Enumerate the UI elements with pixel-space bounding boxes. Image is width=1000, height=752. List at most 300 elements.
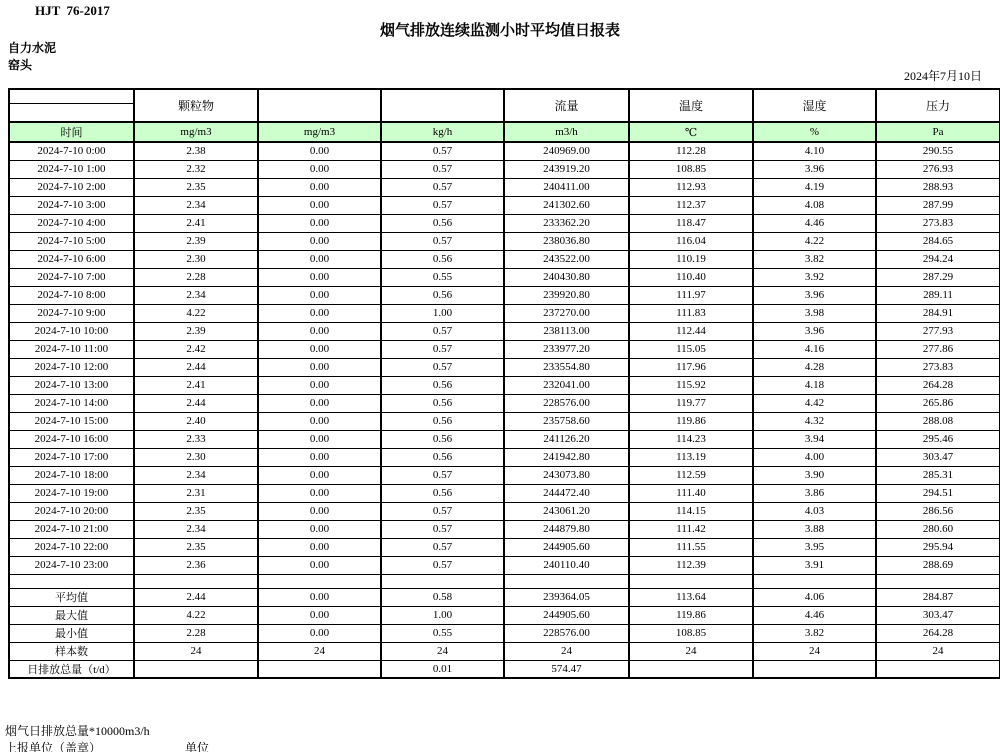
value-cell: 0.56 — [381, 430, 504, 448]
value-cell: 0.00 — [258, 538, 381, 556]
corner-cell-bottom — [9, 103, 134, 122]
value-cell: 0.00 — [258, 448, 381, 466]
summary-value-cell — [753, 660, 876, 678]
value-cell: 243919.20 — [504, 160, 629, 178]
value-cell: 112.59 — [629, 466, 753, 484]
value-cell: 0.00 — [258, 520, 381, 538]
value-cell: 111.97 — [629, 286, 753, 304]
value-cell: 0.56 — [381, 286, 504, 304]
summary-value-cell — [258, 660, 381, 678]
value-cell: 2.34 — [134, 196, 258, 214]
value-cell: 110.40 — [629, 268, 753, 286]
value-cell: 3.91 — [753, 556, 876, 574]
summary-value-cell: 24 — [629, 642, 753, 660]
report-date: 2024年7月10日 — [903, 69, 982, 83]
value-cell: 4.46 — [753, 214, 876, 232]
time-cell: 2024-7-10 9:00 — [9, 304, 134, 322]
value-cell: 0.00 — [258, 556, 381, 574]
value-cell: 0.00 — [258, 430, 381, 448]
summary-value-cell: 108.85 — [629, 624, 753, 642]
summary-row — [9, 642, 1000, 660]
value-cell: 0.57 — [381, 322, 504, 340]
value-cell: 3.96 — [753, 322, 876, 340]
value-cell: 2.44 — [134, 358, 258, 376]
time-cell: 2024-7-10 3:00 — [9, 196, 134, 214]
blank-cell — [134, 574, 258, 588]
unit-mgm3-1: mg/m3 — [134, 122, 258, 142]
blank-row — [9, 574, 1000, 588]
summary-value-cell: 24 — [504, 642, 629, 660]
summary-value-cell: 24 — [876, 642, 1000, 660]
table-row — [9, 142, 1000, 160]
value-cell: 111.42 — [629, 520, 753, 538]
table-row — [9, 250, 1000, 268]
unit-header-row — [9, 122, 1000, 142]
value-cell: 111.55 — [629, 538, 753, 556]
value-cell: 0.00 — [258, 412, 381, 430]
table-row — [9, 376, 1000, 394]
blank-cell — [876, 574, 1000, 588]
value-cell: 3.96 — [753, 286, 876, 304]
value-cell: 0.56 — [381, 484, 504, 502]
col-header-flow: 流量 — [504, 89, 629, 122]
value-cell: 1.00 — [381, 304, 504, 322]
value-cell: 0.00 — [258, 466, 381, 484]
value-cell: 0.00 — [258, 286, 381, 304]
value-cell: 115.92 — [629, 376, 753, 394]
value-cell: 115.05 — [629, 340, 753, 358]
value-cell: 0.00 — [258, 358, 381, 376]
value-cell: 112.28 — [629, 142, 753, 160]
value-cell: 264.28 — [876, 376, 1000, 394]
value-cell: 4.22 — [753, 232, 876, 250]
table-row — [9, 466, 1000, 484]
value-cell: 241942.80 — [504, 448, 629, 466]
summary-value-cell — [876, 660, 1000, 678]
summary-row — [9, 588, 1000, 606]
value-cell: 2.35 — [134, 178, 258, 196]
summary-value-cell: 113.64 — [629, 588, 753, 606]
value-cell: 2.36 — [134, 556, 258, 574]
value-cell: 0.57 — [381, 196, 504, 214]
col-header-pressure: 压力 — [876, 89, 1000, 122]
value-cell: 113.19 — [629, 448, 753, 466]
value-cell: 4.03 — [753, 502, 876, 520]
value-cell: 2.42 — [134, 340, 258, 358]
value-cell: 2.28 — [134, 268, 258, 286]
report-table-body — [9, 142, 1000, 678]
summary-value-cell: 24 — [753, 642, 876, 660]
summary-value-cell: 0.00 — [258, 624, 381, 642]
value-cell: 273.83 — [876, 358, 1000, 376]
value-cell: 243073.80 — [504, 466, 629, 484]
time-cell: 2024-7-10 10:00 — [9, 322, 134, 340]
value-cell: 243522.00 — [504, 250, 629, 268]
value-cell: 4.10 — [753, 142, 876, 160]
value-cell: 295.46 — [876, 430, 1000, 448]
value-cell: 240430.80 — [504, 268, 629, 286]
unit-kgh: kg/h — [381, 122, 504, 142]
report-unit-label: 上报单位（盖章） — [5, 741, 102, 752]
value-cell: 0.00 — [258, 322, 381, 340]
value-cell: 117.96 — [629, 358, 753, 376]
value-cell: 0.56 — [381, 250, 504, 268]
value-cell: 228576.00 — [504, 394, 629, 412]
table-row — [9, 520, 1000, 538]
table-row — [9, 502, 1000, 520]
value-cell: 0.00 — [258, 304, 381, 322]
time-cell: 2024-7-10 6:00 — [9, 250, 134, 268]
value-cell: 4.18 — [753, 376, 876, 394]
value-cell: 2.39 — [134, 232, 258, 250]
value-cell: 2.32 — [134, 160, 258, 178]
value-cell: 233362.20 — [504, 214, 629, 232]
col-header-humidity: 湿度 — [753, 89, 876, 122]
value-cell: 119.77 — [629, 394, 753, 412]
value-cell: 2.30 — [134, 250, 258, 268]
value-cell: 0.57 — [381, 160, 504, 178]
value-cell: 0.57 — [381, 556, 504, 574]
summary-value-cell: 119.86 — [629, 606, 753, 624]
value-cell: 0.56 — [381, 448, 504, 466]
value-cell: 3.96 — [753, 160, 876, 178]
time-cell: 2024-7-10 4:00 — [9, 214, 134, 232]
value-cell: 3.88 — [753, 520, 876, 538]
value-cell: 2.34 — [134, 520, 258, 538]
value-cell: 295.94 — [876, 538, 1000, 556]
value-cell: 286.56 — [876, 502, 1000, 520]
value-cell: 0.57 — [381, 232, 504, 250]
value-cell: 2.34 — [134, 466, 258, 484]
value-cell: 2.41 — [134, 214, 258, 232]
time-cell: 2024-7-10 13:00 — [9, 376, 134, 394]
time-cell: 2024-7-10 22:00 — [9, 538, 134, 556]
value-cell: 116.04 — [629, 232, 753, 250]
value-cell: 114.23 — [629, 430, 753, 448]
table-row — [9, 340, 1000, 358]
value-cell: 244905.60 — [504, 538, 629, 556]
value-cell: 4.08 — [753, 196, 876, 214]
value-cell: 243061.20 — [504, 502, 629, 520]
value-cell: 114.15 — [629, 502, 753, 520]
value-cell: 2.38 — [134, 142, 258, 160]
time-cell: 2024-7-10 11:00 — [9, 340, 134, 358]
value-cell: 2.39 — [134, 322, 258, 340]
value-cell: 3.95 — [753, 538, 876, 556]
time-header: 时间 — [9, 122, 134, 142]
summary-value-cell: 0.00 — [258, 588, 381, 606]
value-cell: 0.56 — [381, 214, 504, 232]
table-row — [9, 394, 1000, 412]
value-cell: 238036.80 — [504, 232, 629, 250]
summary-value-cell: 303.47 — [876, 606, 1000, 624]
summary-row — [9, 624, 1000, 642]
value-cell: 280.60 — [876, 520, 1000, 538]
table-row — [9, 430, 1000, 448]
table-row — [9, 160, 1000, 178]
summary-value-cell: 3.82 — [753, 624, 876, 642]
value-cell: 3.90 — [753, 466, 876, 484]
company-name: 自力水泥 — [8, 41, 57, 55]
summary-value-cell: 574.47 — [504, 660, 629, 678]
time-cell: 2024-7-10 0:00 — [9, 142, 134, 160]
value-cell: 233554.80 — [504, 358, 629, 376]
value-cell: 244472.40 — [504, 484, 629, 502]
value-cell: 118.47 — [629, 214, 753, 232]
col-header-blank-2 — [381, 89, 504, 122]
summary-value-cell — [134, 660, 258, 678]
table-row — [9, 196, 1000, 214]
value-cell: 0.57 — [381, 178, 504, 196]
summary-value-cell: 228576.00 — [504, 624, 629, 642]
table-row — [9, 484, 1000, 502]
summary-value-cell: 0.00 — [258, 606, 381, 624]
value-cell: 112.93 — [629, 178, 753, 196]
value-cell: 288.08 — [876, 412, 1000, 430]
value-cell: 0.56 — [381, 412, 504, 430]
value-cell: 4.42 — [753, 394, 876, 412]
unit-m3h: m3/h — [504, 122, 629, 142]
time-cell: 2024-7-10 21:00 — [9, 520, 134, 538]
value-cell: 0.55 — [381, 268, 504, 286]
time-cell: 2024-7-10 1:00 — [9, 160, 134, 178]
corner-cell-top — [9, 89, 134, 103]
summary-value-cell — [629, 660, 753, 678]
value-cell: 235758.60 — [504, 412, 629, 430]
value-cell: 0.57 — [381, 466, 504, 484]
summary-value-cell: 2.44 — [134, 588, 258, 606]
summary-label: 最大值 — [9, 606, 134, 624]
summary-label: 平均值 — [9, 588, 134, 606]
table-row — [9, 322, 1000, 340]
summary-row — [9, 660, 1000, 678]
blank-cell — [258, 574, 381, 588]
value-cell: 110.19 — [629, 250, 753, 268]
value-cell: 233977.20 — [504, 340, 629, 358]
value-cell: 111.40 — [629, 484, 753, 502]
time-cell: 2024-7-10 12:00 — [9, 358, 134, 376]
value-cell: 3.94 — [753, 430, 876, 448]
value-cell: 232041.00 — [504, 376, 629, 394]
summary-value-cell: 0.01 — [381, 660, 504, 678]
table-row — [9, 214, 1000, 232]
value-cell: 0.00 — [258, 196, 381, 214]
report-table-head — [9, 89, 1000, 142]
value-cell: 294.24 — [876, 250, 1000, 268]
footnote: 烟气日排放总量*10000m3/h — [5, 724, 150, 738]
value-cell: 0.00 — [258, 394, 381, 412]
value-cell: 0.00 — [258, 502, 381, 520]
value-cell: 3.92 — [753, 268, 876, 286]
value-cell: 240411.00 — [504, 178, 629, 196]
time-cell: 2024-7-10 14:00 — [9, 394, 134, 412]
time-cell: 2024-7-10 5:00 — [9, 232, 134, 250]
unit-celsius: ℃ — [629, 122, 753, 142]
value-cell: 0.57 — [381, 520, 504, 538]
value-cell: 241302.60 — [504, 196, 629, 214]
summary-value-cell: 0.58 — [381, 588, 504, 606]
time-cell: 2024-7-10 7:00 — [9, 268, 134, 286]
report-table — [8, 88, 1000, 679]
value-cell: 4.22 — [134, 304, 258, 322]
unit-percent: % — [753, 122, 876, 142]
table-row — [9, 448, 1000, 466]
blank-cell — [504, 574, 629, 588]
value-cell: 303.47 — [876, 448, 1000, 466]
value-cell: 0.00 — [258, 178, 381, 196]
value-cell: 289.11 — [876, 286, 1000, 304]
value-cell: 0.56 — [381, 376, 504, 394]
time-cell: 2024-7-10 20:00 — [9, 502, 134, 520]
summary-value-cell: 244905.60 — [504, 606, 629, 624]
value-cell: 2.44 — [134, 394, 258, 412]
value-cell: 277.93 — [876, 322, 1000, 340]
table-row — [9, 358, 1000, 376]
summary-value-cell: 4.06 — [753, 588, 876, 606]
value-cell: 265.86 — [876, 394, 1000, 412]
unit-pa: Pa — [876, 122, 1000, 142]
time-cell: 2024-7-10 17:00 — [9, 448, 134, 466]
value-cell: 0.57 — [381, 538, 504, 556]
value-cell: 288.93 — [876, 178, 1000, 196]
summary-label: 最小值 — [9, 624, 134, 642]
value-cell: 0.00 — [258, 340, 381, 358]
value-cell: 285.31 — [876, 466, 1000, 484]
value-cell: 2.31 — [134, 484, 258, 502]
page-title: 烟气排放连续监测小时平均值日报表 — [379, 23, 620, 39]
value-cell: 4.32 — [753, 412, 876, 430]
value-cell: 4.28 — [753, 358, 876, 376]
value-cell: 2.30 — [134, 448, 258, 466]
time-cell: 2024-7-10 18:00 — [9, 466, 134, 484]
summary-label: 日排放总量（t/d） — [9, 660, 134, 678]
col-header-temperature: 温度 — [629, 89, 753, 122]
value-cell: 0.57 — [381, 502, 504, 520]
summary-value-cell: 239364.05 — [504, 588, 629, 606]
summary-value-cell: 24 — [134, 642, 258, 660]
value-cell: 0.00 — [258, 376, 381, 394]
value-cell: 4.16 — [753, 340, 876, 358]
blank-cell — [629, 574, 753, 588]
value-cell: 3.98 — [753, 304, 876, 322]
value-cell: 2.35 — [134, 502, 258, 520]
value-cell: 3.86 — [753, 484, 876, 502]
standard-number: HJT 76-2017 — [35, 3, 110, 18]
value-cell: 288.69 — [876, 556, 1000, 574]
value-cell: 0.57 — [381, 358, 504, 376]
blank-cell — [381, 574, 504, 588]
table-row — [9, 538, 1000, 556]
value-cell: 0.00 — [258, 214, 381, 232]
table-row — [9, 304, 1000, 322]
value-cell: 273.83 — [876, 214, 1000, 232]
value-cell: 277.86 — [876, 340, 1000, 358]
value-cell: 108.85 — [629, 160, 753, 178]
value-cell: 0.00 — [258, 268, 381, 286]
summary-value-cell: 1.00 — [381, 606, 504, 624]
station-name: 窑头 — [8, 58, 33, 72]
value-cell: 2.41 — [134, 376, 258, 394]
value-cell: 284.91 — [876, 304, 1000, 322]
table-row — [9, 412, 1000, 430]
value-cell: 119.86 — [629, 412, 753, 430]
summary-value-cell: 4.22 — [134, 606, 258, 624]
summary-row — [9, 606, 1000, 624]
value-cell: 112.37 — [629, 196, 753, 214]
value-cell: 0.00 — [258, 232, 381, 250]
value-cell: 290.55 — [876, 142, 1000, 160]
value-cell: 240969.00 — [504, 142, 629, 160]
value-cell: 287.99 — [876, 196, 1000, 214]
table-row — [9, 232, 1000, 250]
value-cell: 240110.40 — [504, 556, 629, 574]
value-cell: 276.93 — [876, 160, 1000, 178]
col-header-particulate: 颗粒物 — [134, 89, 258, 122]
summary-value-cell: 4.46 — [753, 606, 876, 624]
table-row — [9, 268, 1000, 286]
unit-label: 单位 — [185, 741, 210, 752]
unit-mgm3-2: mg/m3 — [258, 122, 381, 142]
value-cell: 4.19 — [753, 178, 876, 196]
value-cell: 2.33 — [134, 430, 258, 448]
value-cell: 2.34 — [134, 286, 258, 304]
summary-value-cell: 0.55 — [381, 624, 504, 642]
value-cell: 112.44 — [629, 322, 753, 340]
col-header-blank-1 — [258, 89, 381, 122]
value-cell: 2.40 — [134, 412, 258, 430]
table-row — [9, 286, 1000, 304]
time-cell: 2024-7-10 19:00 — [9, 484, 134, 502]
table-row — [9, 178, 1000, 196]
value-cell: 0.57 — [381, 142, 504, 160]
value-cell: 287.29 — [876, 268, 1000, 286]
summary-value-cell: 24 — [258, 642, 381, 660]
summary-value-cell: 284.87 — [876, 588, 1000, 606]
value-cell: 0.57 — [381, 340, 504, 358]
value-cell: 284.65 — [876, 232, 1000, 250]
blank-cell — [753, 574, 876, 588]
value-cell: 239920.80 — [504, 286, 629, 304]
value-cell: 294.51 — [876, 484, 1000, 502]
time-cell: 2024-7-10 23:00 — [9, 556, 134, 574]
value-cell: 0.00 — [258, 160, 381, 178]
time-cell: 2024-7-10 2:00 — [9, 178, 134, 196]
summary-label: 样本数 — [9, 642, 134, 660]
signature-row — [0, 739, 1000, 752]
value-cell: 4.00 — [753, 448, 876, 466]
value-cell: 3.82 — [753, 250, 876, 268]
value-cell: 0.00 — [258, 250, 381, 268]
value-cell: 244879.80 — [504, 520, 629, 538]
summary-value-cell: 264.28 — [876, 624, 1000, 642]
time-cell: 2024-7-10 16:00 — [9, 430, 134, 448]
table-row — [9, 556, 1000, 574]
summary-value-cell: 24 — [381, 642, 504, 660]
group-header-row — [9, 89, 1000, 103]
blank-cell — [9, 574, 134, 588]
value-cell: 0.00 — [258, 142, 381, 160]
value-cell: 0.00 — [258, 484, 381, 502]
value-cell: 241126.20 — [504, 430, 629, 448]
value-cell: 112.39 — [629, 556, 753, 574]
value-cell: 111.83 — [629, 304, 753, 322]
summary-value-cell: 2.28 — [134, 624, 258, 642]
value-cell: 2.35 — [134, 538, 258, 556]
time-cell: 2024-7-10 8:00 — [9, 286, 134, 304]
value-cell: 0.56 — [381, 394, 504, 412]
time-cell: 2024-7-10 15:00 — [9, 412, 134, 430]
value-cell: 237270.00 — [504, 304, 629, 322]
